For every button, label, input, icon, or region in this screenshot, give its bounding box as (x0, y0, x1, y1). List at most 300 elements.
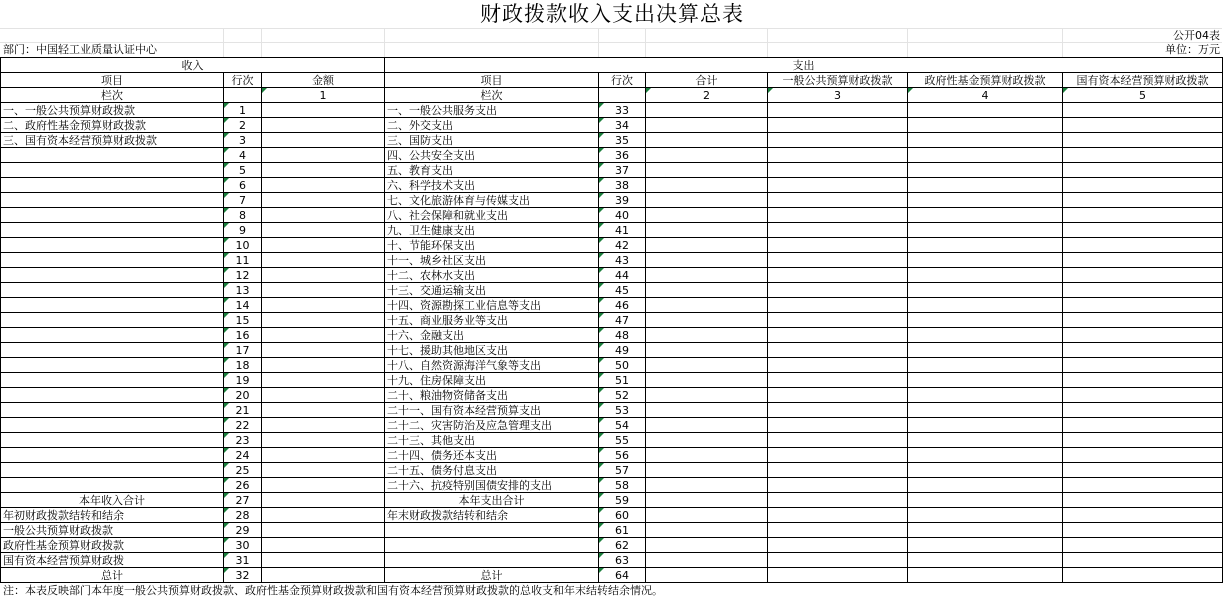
income-line-no-cell: 32 (224, 568, 262, 583)
general-budget-header: 一般公共预算财政拨款 (768, 73, 908, 88)
amount-cell[interactable] (768, 553, 908, 568)
grid-line (907, 28, 908, 57)
amount-cell[interactable] (646, 538, 768, 553)
amount-cell[interactable] (1063, 328, 1223, 343)
income-line-no-cell: 18 (224, 358, 262, 373)
state-capital-header: 国有资本经营预算财政拨款 (1063, 73, 1223, 88)
amount-cell[interactable] (1063, 178, 1223, 193)
expense-line-no-cell: 46 (599, 298, 646, 313)
income-line-no-cell: 19 (224, 373, 262, 388)
amount-cell[interactable] (262, 508, 385, 523)
amount-cell[interactable] (262, 238, 385, 253)
amount-cell[interactable] (1063, 463, 1223, 478)
income-line-no-cell: 7 (224, 193, 262, 208)
amount-cell[interactable] (646, 403, 768, 418)
income-section-header: 收入 (1, 58, 385, 73)
amount-cell[interactable] (1063, 253, 1223, 268)
amount-cell[interactable] (1063, 418, 1223, 433)
amount-cell[interactable] (1063, 343, 1223, 358)
expense-line-no-cell: 56 (599, 448, 646, 463)
amount-cell[interactable] (908, 508, 1063, 523)
expense-line-no-cell: 61 (599, 523, 646, 538)
amount-cell[interactable] (262, 538, 385, 553)
table-row (1, 268, 1223, 283)
expense-item-cell: 六、科学技术支出 (385, 178, 599, 193)
amount-cell[interactable] (908, 313, 1063, 328)
table-row (1, 178, 1223, 193)
amount-cell[interactable] (908, 553, 1063, 568)
amount-cell[interactable] (262, 103, 385, 118)
amount-cell[interactable] (908, 568, 1063, 583)
amount-cell[interactable] (768, 133, 908, 148)
amount-cell[interactable] (646, 373, 768, 388)
expense-summary-item-cell (385, 553, 599, 568)
grid-line (598, 28, 599, 57)
amount-cell[interactable] (1063, 568, 1223, 583)
income-line-no-cell: 10 (224, 238, 262, 253)
amount-cell[interactable] (262, 163, 385, 178)
amount-cell[interactable] (768, 118, 908, 133)
amount-cell[interactable] (262, 133, 385, 148)
amount-cell[interactable] (768, 433, 908, 448)
amount-cell[interactable] (768, 103, 908, 118)
amount-cell[interactable] (1063, 193, 1223, 208)
amount-cell[interactable] (262, 493, 385, 508)
expense-line-no-cell: 35 (599, 133, 646, 148)
income-item-cell (1, 313, 224, 328)
expense-line-no-cell: 43 (599, 253, 646, 268)
amount-cell[interactable] (1063, 208, 1223, 223)
table-row (1, 313, 1223, 328)
amount-cell[interactable] (768, 178, 908, 193)
amount-cell[interactable] (908, 268, 1063, 283)
income-item-cell (1, 283, 224, 298)
amount-cell[interactable] (768, 193, 908, 208)
expense-line-no-cell: 42 (599, 238, 646, 253)
amount-cell[interactable] (768, 208, 908, 223)
amount-cell[interactable] (1063, 313, 1223, 328)
expense-item-cell: 十六、金融支出 (385, 328, 599, 343)
income-item-cell (1, 178, 224, 193)
income-amount-header: 金额 (262, 73, 385, 88)
table-row (1, 298, 1223, 313)
amount-cell[interactable] (1063, 283, 1223, 298)
amount-cell[interactable] (1063, 238, 1223, 253)
amount-cell[interactable] (262, 343, 385, 358)
amount-cell[interactable] (262, 388, 385, 403)
amount-cell[interactable] (1063, 388, 1223, 403)
grid-line (767, 28, 768, 57)
amount-cell[interactable] (768, 388, 908, 403)
expense-item-cell: 八、社会保障和就业支出 (385, 208, 599, 223)
expense-line-no-cell: 48 (599, 328, 646, 343)
income-line-no-cell: 28 (224, 508, 262, 523)
column-number-4: 4 (908, 88, 1063, 103)
expense-item-cell: 十九、住房保障支出 (385, 373, 599, 388)
amount-cell[interactable] (1063, 148, 1223, 163)
expense-item-cell: 二十一、国有资本经营预算支出 (385, 403, 599, 418)
amount-cell[interactable] (262, 253, 385, 268)
amount-cell[interactable] (908, 238, 1063, 253)
amount-cell[interactable] (908, 343, 1063, 358)
amount-cell[interactable] (1063, 118, 1223, 133)
income-item-cell (1, 478, 224, 493)
amount-cell[interactable] (1063, 508, 1223, 523)
expense-line-no-cell: 59 (599, 493, 646, 508)
table-row (1, 448, 1223, 463)
expense-line-no-cell: 41 (599, 223, 646, 238)
amount-cell[interactable] (1063, 478, 1223, 493)
income-item-cell: 一、一般公共预算财政拨款 (1, 103, 224, 118)
amount-cell[interactable] (262, 553, 385, 568)
expense-line-no-cell: 33 (599, 103, 646, 118)
amount-cell[interactable] (768, 493, 908, 508)
amount-cell[interactable] (908, 388, 1063, 403)
amount-cell[interactable] (646, 178, 768, 193)
amount-cell[interactable] (768, 538, 908, 553)
form-code: 公开04表 (1173, 29, 1220, 42)
summary-row (1, 508, 1223, 523)
amount-cell[interactable] (768, 253, 908, 268)
amount-cell[interactable] (646, 133, 768, 148)
summary-row (1, 523, 1223, 538)
amount-cell[interactable] (908, 178, 1063, 193)
amount-cell[interactable] (768, 463, 908, 478)
amount-cell[interactable] (262, 268, 385, 283)
grid-line (223, 28, 224, 57)
amount-cell[interactable] (646, 253, 768, 268)
amount-cell[interactable] (768, 523, 908, 538)
amount-cell[interactable] (646, 508, 768, 523)
amount-cell[interactable] (908, 223, 1063, 238)
column-number-1: 1 (262, 88, 385, 103)
table-row (1, 163, 1223, 178)
amount-cell[interactable] (646, 388, 768, 403)
summary-row (1, 538, 1223, 553)
amount-cell[interactable] (646, 298, 768, 313)
amount-cell[interactable] (646, 238, 768, 253)
gov-fund-header: 政府性基金预算财政拨款 (908, 73, 1063, 88)
income-line-no-cell: 5 (224, 163, 262, 178)
amount-cell[interactable] (768, 268, 908, 283)
amount-cell[interactable] (908, 463, 1063, 478)
table-row (1, 148, 1223, 163)
report-title: 财政拨款收入支出决算总表 (480, 2, 744, 26)
amount-cell[interactable] (262, 313, 385, 328)
amount-cell[interactable] (262, 478, 385, 493)
amount-cell[interactable] (768, 403, 908, 418)
amount-cell[interactable] (768, 343, 908, 358)
income-item-cell (1, 463, 224, 478)
unit-label: 单位：万元 (1165, 43, 1220, 56)
amount-cell[interactable] (768, 478, 908, 493)
amount-cell[interactable] (908, 208, 1063, 223)
grid-line (645, 28, 646, 57)
expense-line-no-cell: 52 (599, 388, 646, 403)
income-line-no-cell: 20 (224, 388, 262, 403)
amount-cell[interactable] (262, 178, 385, 193)
income-line-no-cell: 30 (224, 538, 262, 553)
amount-cell[interactable] (262, 193, 385, 208)
amount-cell[interactable] (908, 523, 1063, 538)
amount-cell[interactable] (646, 463, 768, 478)
amount-cell[interactable] (1063, 538, 1223, 553)
expense-item-cell: 五、教育支出 (385, 163, 599, 178)
column-number-3: 3 (768, 88, 908, 103)
amount-cell[interactable] (262, 568, 385, 583)
amount-cell[interactable] (1063, 223, 1223, 238)
grid-line (384, 28, 385, 57)
amount-cell[interactable] (1063, 103, 1223, 118)
expense-item-cell: 三、国防支出 (385, 133, 599, 148)
amount-cell[interactable] (262, 433, 385, 448)
amount-cell[interactable] (646, 313, 768, 328)
amount-cell[interactable] (262, 358, 385, 373)
amount-cell[interactable] (908, 478, 1063, 493)
amount-cell[interactable] (908, 373, 1063, 388)
income-summary-item-cell: 一般公共预算财政拨款 (1, 523, 224, 538)
income-line-no-cell: 8 (224, 208, 262, 223)
expense-item-header: 项目 (385, 73, 599, 88)
amount-cell[interactable] (908, 403, 1063, 418)
expense-item-cell: 二十五、债务付息支出 (385, 463, 599, 478)
expense-line-no-header: 行次 (599, 73, 646, 88)
income-item-cell (1, 238, 224, 253)
amount-cell[interactable] (908, 103, 1063, 118)
expense-item-cell: 十三、交通运输支出 (385, 283, 599, 298)
amount-cell[interactable] (646, 163, 768, 178)
expense-line-no-cell: 57 (599, 463, 646, 478)
amount-cell[interactable] (646, 433, 768, 448)
expense-line-no-cell: 50 (599, 358, 646, 373)
amount-cell[interactable] (1063, 448, 1223, 463)
expense-line-no-cell: 49 (599, 343, 646, 358)
amount-cell[interactable] (262, 373, 385, 388)
amount-cell[interactable] (1063, 403, 1223, 418)
expense-item-cell: 二十四、债务还本支出 (385, 448, 599, 463)
income-item-cell (1, 148, 224, 163)
expense-item-cell: 二十、粮油物资储备支出 (385, 388, 599, 403)
header-row-column-numbers (1, 88, 1223, 103)
amount-cell[interactable] (768, 568, 908, 583)
table-row (1, 403, 1223, 418)
expense-item-cell: 十七、援助其他地区支出 (385, 343, 599, 358)
header-row-columns (1, 73, 1223, 88)
income-line-no-cell: 23 (224, 433, 262, 448)
expense-item-cell: 四、公共安全支出 (385, 148, 599, 163)
table-row (1, 208, 1223, 223)
amount-cell[interactable] (908, 418, 1063, 433)
table-row (1, 118, 1223, 133)
income-line-no-cell: 12 (224, 268, 262, 283)
amount-cell[interactable] (646, 358, 768, 373)
expense-summary-item-cell (385, 538, 599, 553)
income-item-cell: 二、政府性基金预算财政拨款 (1, 118, 224, 133)
amount-cell[interactable] (646, 103, 768, 118)
grid-line (261, 28, 262, 57)
amount-cell[interactable] (908, 433, 1063, 448)
income-line-no-cell: 27 (224, 493, 262, 508)
amount-cell[interactable] (1063, 553, 1223, 568)
expense-line-no-cell: 37 (599, 163, 646, 178)
income-line-no-cell: 11 (224, 253, 262, 268)
amount-cell[interactable] (908, 448, 1063, 463)
amount-cell[interactable] (768, 508, 908, 523)
table-row (1, 343, 1223, 358)
amount-cell[interactable] (262, 328, 385, 343)
amount-cell[interactable] (646, 343, 768, 358)
expense-line-no-cell: 64 (599, 568, 646, 583)
income-item-cell (1, 403, 224, 418)
amount-cell[interactable] (262, 463, 385, 478)
amount-cell[interactable] (646, 118, 768, 133)
summary-row (1, 493, 1223, 508)
amount-cell[interactable] (262, 283, 385, 298)
amount-cell[interactable] (646, 418, 768, 433)
income-line-no-cell: 29 (224, 523, 262, 538)
amount-cell[interactable] (646, 283, 768, 298)
amount-cell[interactable] (768, 148, 908, 163)
amount-cell[interactable] (768, 313, 908, 328)
amount-cell[interactable] (646, 208, 768, 223)
amount-cell[interactable] (768, 328, 908, 343)
amount-cell[interactable] (646, 493, 768, 508)
expense-item-cell: 十八、自然资源海洋气象等支出 (385, 358, 599, 373)
amount-cell[interactable] (908, 283, 1063, 298)
amount-cell[interactable] (646, 523, 768, 538)
amount-cell[interactable] (262, 118, 385, 133)
amount-cell[interactable] (908, 118, 1063, 133)
amount-cell[interactable] (646, 328, 768, 343)
expense-line-no-cell: 45 (599, 283, 646, 298)
income-line-no-cell: 25 (224, 463, 262, 478)
expense-section-header: 支出 (385, 58, 1223, 73)
amount-cell[interactable] (262, 148, 385, 163)
amount-cell[interactable] (1063, 373, 1223, 388)
column-number-2: 2 (646, 88, 768, 103)
income-item-cell (1, 343, 224, 358)
expense-line-no-cell: 63 (599, 553, 646, 568)
income-item-cell (1, 253, 224, 268)
amount-cell[interactable] (768, 238, 908, 253)
amount-cell[interactable] (768, 283, 908, 298)
income-line-no-cell: 4 (224, 148, 262, 163)
amount-cell[interactable] (908, 148, 1063, 163)
table-row (1, 358, 1223, 373)
amount-cell[interactable] (768, 223, 908, 238)
amount-cell[interactable] (908, 133, 1063, 148)
amount-cell[interactable] (262, 298, 385, 313)
expense-total-header: 合计 (646, 73, 768, 88)
amount-cell[interactable] (908, 358, 1063, 373)
expense-line-no-cell: 34 (599, 118, 646, 133)
amount-cell[interactable] (646, 478, 768, 493)
empty-cell (599, 88, 646, 103)
amount-cell[interactable] (768, 418, 908, 433)
expense-line-no-cell: 58 (599, 478, 646, 493)
amount-cell[interactable] (1063, 493, 1223, 508)
income-item-cell (1, 358, 224, 373)
amount-cell[interactable] (646, 553, 768, 568)
income-line-no-cell: 13 (224, 283, 262, 298)
amount-cell[interactable] (262, 418, 385, 433)
expense-line-no-cell: 38 (599, 178, 646, 193)
amount-cell[interactable] (262, 223, 385, 238)
expense-column-label: 栏次 (385, 88, 599, 103)
table-row (1, 388, 1223, 403)
income-summary-item-cell: 政府性基金预算财政拨款 (1, 538, 224, 553)
expense-item-cell: 二十六、抗疫特别国债安排的支出 (385, 478, 599, 493)
expense-item-cell: 九、卫生健康支出 (385, 223, 599, 238)
fiscal-summary-table (0, 57, 1223, 583)
amount-cell[interactable] (768, 373, 908, 388)
amount-cell[interactable] (908, 163, 1063, 178)
amount-cell[interactable] (768, 358, 908, 373)
grid-line (0, 42, 1222, 43)
amount-cell[interactable] (1063, 133, 1223, 148)
amount-cell[interactable] (1063, 163, 1223, 178)
expense-line-no-cell: 51 (599, 373, 646, 388)
amount-cell[interactable] (768, 163, 908, 178)
expense-summary-item-cell: 年末财政拨款结转和结余 (385, 508, 599, 523)
amount-cell[interactable] (908, 193, 1063, 208)
expense-line-no-cell: 60 (599, 508, 646, 523)
income-summary-item-cell: 年初财政拨款结转和结余 (1, 508, 224, 523)
income-item-cell (1, 448, 224, 463)
amount-cell[interactable] (1063, 268, 1223, 283)
table-footnote: 注：本表反映部门本年度一般公共预算财政拨款、政府性基金预算财政拨款和国有资本经营预算财政拨款的总收支和年末结转结余情况。 (3, 584, 663, 597)
expense-summary-item-cell: 本年支出合计 (385, 493, 599, 508)
amount-cell[interactable] (908, 493, 1063, 508)
amount-cell[interactable] (768, 298, 908, 313)
amount-cell[interactable] (646, 148, 768, 163)
income-line-no-cell: 15 (224, 313, 262, 328)
amount-cell[interactable] (646, 448, 768, 463)
amount-cell[interactable] (1063, 523, 1223, 538)
amount-cell[interactable] (646, 268, 768, 283)
amount-cell[interactable] (908, 298, 1063, 313)
amount-cell[interactable] (646, 223, 768, 238)
table-row (1, 478, 1223, 493)
amount-cell[interactable] (262, 403, 385, 418)
amount-cell[interactable] (908, 328, 1063, 343)
amount-cell[interactable] (646, 568, 768, 583)
amount-cell[interactable] (768, 448, 908, 463)
income-item-header: 项目 (1, 73, 224, 88)
income-summary-item-cell: 总计 (1, 568, 224, 583)
income-summary-item-cell: 国有资本经营预算财政拨 (1, 553, 224, 568)
amount-cell[interactable] (908, 253, 1063, 268)
table-row (1, 373, 1223, 388)
table-row (1, 193, 1223, 208)
income-item-cell (1, 433, 224, 448)
income-line-no-cell: 17 (224, 343, 262, 358)
amount-cell[interactable] (1063, 433, 1223, 448)
empty-cell (224, 88, 262, 103)
expense-item-cell: 一、一般公共服务支出 (385, 103, 599, 118)
amount-cell[interactable] (262, 208, 385, 223)
amount-cell[interactable] (646, 193, 768, 208)
amount-cell[interactable] (262, 448, 385, 463)
amount-cell[interactable] (1063, 358, 1223, 373)
amount-cell[interactable] (1063, 298, 1223, 313)
income-summary-item-cell: 本年收入合计 (1, 493, 224, 508)
header-row-sections (1, 58, 1223, 73)
expense-item-cell: 二十三、其他支出 (385, 433, 599, 448)
amount-cell[interactable] (262, 523, 385, 538)
expense-item-cell: 十五、商业服务业等支出 (385, 313, 599, 328)
amount-cell[interactable] (908, 538, 1063, 553)
